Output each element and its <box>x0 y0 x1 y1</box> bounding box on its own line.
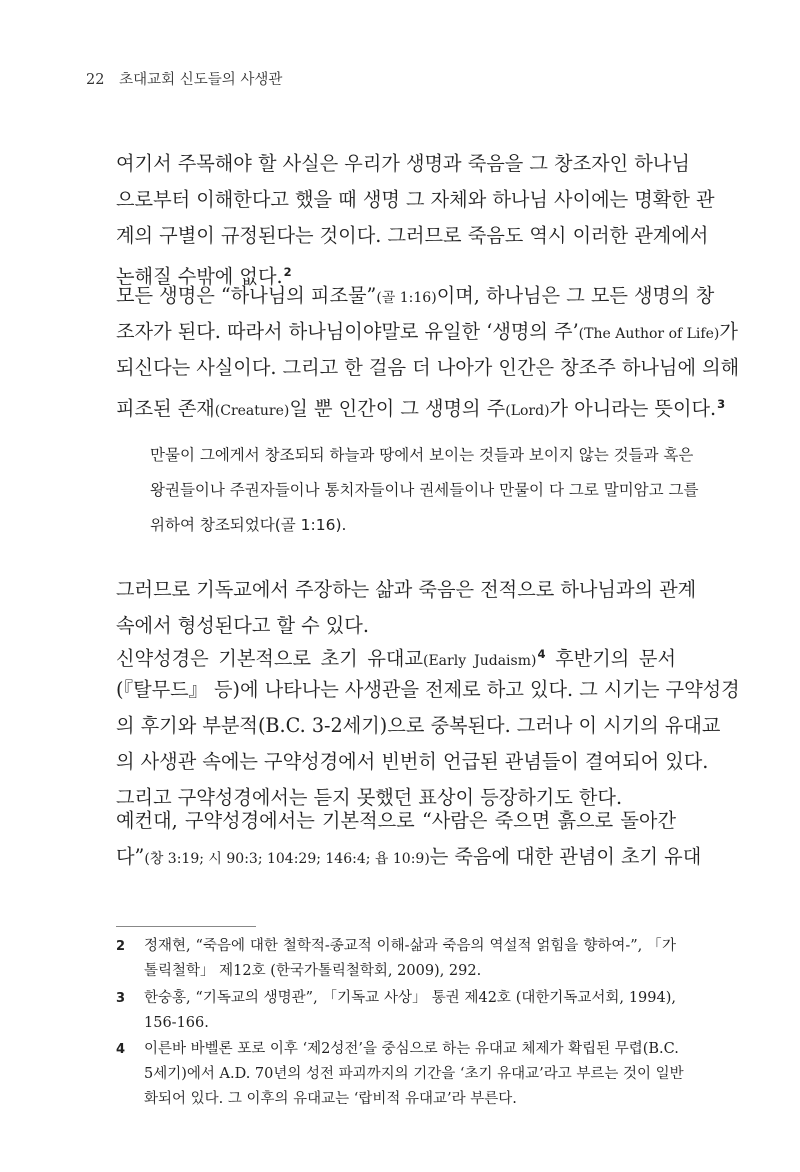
text-line: 으로부터 이해한다고 했을 때 생명 그 자체와 하나님 사이에는 명확한 관 <box>116 188 715 211</box>
text-segment: 논해질 수밖에 없다. <box>116 265 283 288</box>
footnote-line: 5세기)에서 A.D. 70년의 성전 파괴까지의 기간을 ‘초기 유대교’라고 부르는 것이 일반 <box>144 1066 684 1082</box>
footnote-line: 한숭홍, “기독교의 생명관”, 「기독교 사상」 통권 제42호 (대한기독교서회, 1994), <box>144 990 676 1006</box>
text-line <box>116 278 715 314</box>
text-line: 되신다는 사실이다. 그리고 한 걸음 더 나아가 인간은 창조주 하나님에 의해 <box>116 356 740 379</box>
text-segment: 다” <box>116 845 145 868</box>
english-gloss: (Creature) <box>214 403 290 419</box>
text-segment: 일 뿐 인간이 그 생명의 주 <box>289 397 506 420</box>
text-line <box>116 839 702 875</box>
text-segment: 신약성경은 기본적으로 초기 유대교 <box>116 647 423 670</box>
text-line: 의 후기와 부분적(B.C. 3-2세기)으로 중복된다. 그러나 이 시기의 유대교 <box>116 714 721 737</box>
footnote-ref-3[interactable]: 3 <box>717 397 726 411</box>
text-segment: 가 <box>719 320 738 343</box>
footnote-number: 3 <box>116 991 126 1006</box>
paragraph-5 <box>116 803 702 875</box>
running-header <box>86 68 282 89</box>
quote-line: 만물이 그에게서 창조되되 하늘과 땅에서 보이는 것들과 보이지 않는 것들과 혹은 <box>150 446 694 464</box>
text-line: 의 사생관 속에는 구약성경에서 빈번히 언급된 관념들이 결여되어 있다. <box>116 750 709 773</box>
footnote-number: 2 <box>116 939 126 954</box>
text-line: 계의 구별이 규정된다는 것이다. 그러므로 죽음도 역시 이러한 관계에서 <box>116 224 709 247</box>
paragraph-3 <box>116 572 697 644</box>
text-segment: 이며, 하나님은 그 모든 생명의 창 <box>436 284 715 307</box>
paragraph-4 <box>116 636 740 816</box>
text-line: 예컨대, 구약성경에서는 기본적으로 “사람은 죽으면 흙으로 돌아간 <box>116 809 676 832</box>
footnote-line: 정재현, “죽음에 대한 철학적-종교적 이해-삶과 죽음의 역설적 얽힘을 향하여-”, 「가 <box>144 938 676 954</box>
footnote-line: 156-166. <box>144 1015 209 1031</box>
paragraph-1 <box>116 146 715 290</box>
english-gloss: (Lord) <box>505 403 550 419</box>
text-segment: 모든 생명은 “하나님의 피조물” <box>116 284 377 307</box>
quote-line: 왕권들이나 주권자들이나 통치자들이나 권세들이나 만물이 다 그로 말미암고 그를 <box>150 481 699 499</box>
page-number: 22 <box>86 72 105 88</box>
text-line: (『탈무드』 등)에 나타나는 사생관을 전제로 하고 있다. 그 시기는 구약성경 <box>116 678 740 701</box>
scripture-reference: (창 3:19; 시 90:3; 104:29; 146:4; 욥 10:9) <box>144 851 430 867</box>
text-segment: 조자가 된다. 따라서 하나님이야말로 유일한 ‘생명의 주’ <box>116 320 579 343</box>
footnote-line: 화되어 있다. 그 이후의 유대교는 ‘랍비적 유대교’라 부른다. <box>144 1091 517 1107</box>
text-line <box>116 636 676 672</box>
text-segment: 피조된 존재 <box>116 397 215 420</box>
block-quote <box>150 438 699 543</box>
footnote-ref-4[interactable]: 4 <box>537 647 546 661</box>
text-segment: 가 아니라는 뜻이다. <box>549 397 717 420</box>
scripture-reference: (골 1:16) <box>376 290 437 306</box>
footnote-ref-2[interactable]: 2 <box>283 265 292 279</box>
text-line <box>116 386 726 422</box>
text-line: 여기서 주목해야 할 사실은 우리가 생명과 죽음을 그 창조자인 하나님 <box>116 152 690 175</box>
footnote-line: 이른바 바벨론 포로 이후 ‘제2성전’을 중심으로 하는 유대교 체제가 확립된 무렵(B.C. <box>144 1041 679 1057</box>
quote-line: 위하여 창조되었다(골 1:16). <box>150 516 347 534</box>
english-gloss: (The Author of Life) <box>578 326 720 342</box>
english-gloss: (Early Judaism) <box>423 653 537 669</box>
text-segment: 후반기의 문서 <box>545 647 676 670</box>
running-title: 초대교회 신도들의 사생관 <box>119 72 283 88</box>
paragraph-2 <box>116 278 740 422</box>
footnote-divider <box>116 926 256 927</box>
footnote-line: 톨릭철학」 제12호 (한국가톨릭철학회, 2009), 292. <box>144 963 482 979</box>
footnote-number: 4 <box>116 1042 126 1057</box>
text-line: 그리고 구약성경에서는 듣지 못했던 표상이 등장하기도 한다. <box>116 786 623 809</box>
text-line: 속에서 형성된다고 할 수 있다. <box>116 614 369 637</box>
text-segment: 는 죽음에 대한 관념이 초기 유대 <box>429 845 702 868</box>
text-line: 그러므로 기독교에서 주장하는 삶과 죽음은 전적으로 하나님과의 관계 <box>116 578 697 601</box>
text-line <box>116 314 738 350</box>
